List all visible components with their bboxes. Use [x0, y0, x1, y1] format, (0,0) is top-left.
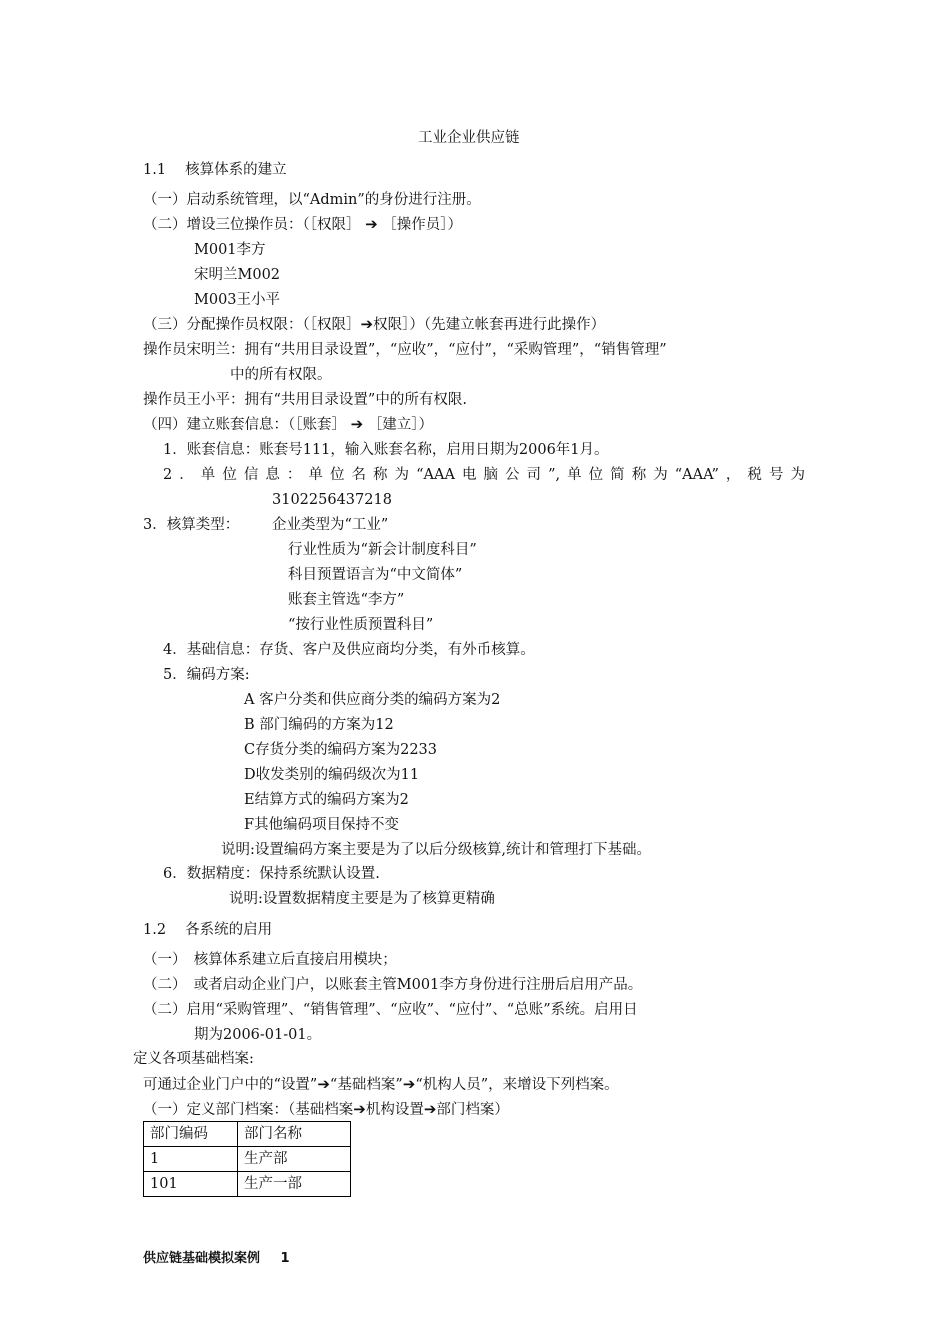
table-cell: 生产一部	[238, 1172, 351, 1197]
footer-text: 供应链基础模拟案例	[143, 1251, 261, 1266]
table-header-row	[144, 1122, 351, 1147]
coding-item-d: D收发类别的编码级次为11	[244, 767, 420, 783]
enable-step-1: （一） 核算体系建立后直接启用模块；	[143, 952, 397, 968]
accounting-type-label: 3．核算类型：	[143, 517, 240, 533]
data-precision: 6．数据精度：保持系统默认设置.	[163, 866, 380, 882]
archives-path-a: 可通过企业门户中的“设置”	[143, 1077, 318, 1093]
operator-3: M003王小平	[194, 292, 281, 308]
coding-item-b: B 部门编码的方案为12	[244, 717, 394, 733]
coding-scheme-label: 5．编码方案:	[163, 667, 250, 683]
coding-note: 说明:设置编码方案主要是为了以后分级核算,统计和管理打下基础。	[221, 842, 651, 858]
dept-path-c: 部门档案）	[436, 1102, 509, 1118]
coding-item-a: A 客户分类和供应商分类的编码方案为2	[244, 692, 501, 708]
section-heading-1-1: 1.1 核算体系的建立	[143, 162, 287, 178]
arrow-right-icon: ➔	[353, 1100, 366, 1118]
unit-info: 2．单位信息：单位名称为“AAA电脑公司”,单位简称为“AAA”，税号为	[163, 467, 805, 483]
table-header-cell: 部门编码	[144, 1122, 238, 1147]
operator-2: 宋明兰M002	[194, 267, 281, 283]
arrow-right-icon: ➔	[423, 1100, 437, 1118]
account-info: 1．账套信息：账套号111，输入账套名称，启用日期为2006年1月。	[163, 442, 609, 458]
table-row	[144, 1147, 351, 1172]
step-4-text-a: （四）建立账套信息：（［账套］	[143, 417, 346, 433]
document-title: 工业企业供应链	[418, 130, 520, 146]
preset-subjects: “按行业性质预置科目”	[288, 617, 434, 633]
table-row	[144, 1172, 351, 1197]
step-2-text-b: ［操作员］）	[382, 217, 463, 233]
arrow-right-icon: ➔	[317, 1075, 330, 1093]
table-cell: 1	[144, 1147, 238, 1172]
permission-song-line-2: 中的所有权限。	[230, 367, 332, 383]
enable-step-3-line-2: 期为2006-01-01。	[194, 1027, 322, 1043]
enterprise-type: 企业类型为“工业”	[272, 517, 389, 533]
arrow-right-icon: ➔	[350, 415, 364, 433]
permission-wang: 操作员王小平：拥有“共用目录设置”中的所有权限.	[143, 392, 467, 408]
arrow-right-icon: ➔	[402, 1075, 416, 1093]
department-table	[143, 1121, 351, 1197]
step-3-text-b: 权限］）（先建立帐套再进行此操作）	[373, 317, 606, 333]
dept-path-a: （一）定义部门档案：（基础档案	[143, 1102, 354, 1118]
define-archives-heading: 定义各项基础档案:	[133, 1051, 254, 1067]
dept-path-b: 机构设置	[365, 1102, 424, 1118]
operator-1: M001李方	[194, 242, 266, 258]
table-header-cell: 部门名称	[238, 1122, 351, 1147]
subject-language: 科目预置语言为“中文简体”	[288, 567, 463, 583]
arrow-right-icon: ➔	[365, 215, 378, 233]
step-3-text-a: （三）分配操作员权限：（［权限］	[143, 317, 361, 333]
tax-number: 3102256437218	[272, 492, 392, 508]
arrow-right-icon: ➔	[360, 315, 374, 333]
archives-path-c: “机构人员”，来增设下列档案。	[415, 1077, 619, 1093]
basic-info: 4．基础信息：存货、客户及供应商均分类，有外币核算。	[163, 642, 535, 658]
department-archive-line	[143, 1099, 509, 1120]
archives-path-line	[143, 1074, 619, 1095]
table-cell: 101	[144, 1172, 238, 1197]
section-heading-1-2: 1.2 各系统的启用	[143, 922, 273, 938]
coding-item-f: F其他编码项目保持不变	[244, 817, 400, 833]
page-footer	[143, 1247, 290, 1266]
industry-nature: 行业性质为“新会计制度科目”	[288, 542, 477, 558]
table-cell: 生产部	[238, 1147, 351, 1172]
coding-item-e: E结算方式的编码方案为2	[244, 792, 409, 808]
page-number: 1	[280, 1251, 290, 1266]
step-2-text-a: （二）增设三位操作员：（［权限］	[143, 217, 361, 233]
enable-step-3-line-1: （二）启用“采购管理”、“销售管理”、“应收”、“应付”、“总账”系统。启用日	[143, 1002, 638, 1018]
precision-note: 说明:设置数据精度主要是为了核算更精确	[229, 891, 495, 907]
archives-path-b: “基础档案”	[329, 1077, 403, 1093]
step-2-line	[143, 214, 462, 235]
enable-step-2: （二） 或者启动企业门户，以账套主管M001李方身份进行注册后启用产品。	[143, 977, 643, 993]
step-1-text: （一）启动系统管理，以“Admin”的身份进行注册。	[143, 192, 481, 208]
coding-item-c: C存货分类的编码方案为2233	[244, 742, 437, 758]
account-supervisor: 账套主管选“李方”	[288, 592, 405, 608]
step-4-text-b: ［建立］）	[367, 417, 434, 433]
step-3-line	[143, 314, 605, 335]
step-4-line	[143, 414, 433, 435]
permission-song-line-1: 操作员宋明兰：拥有“共用目录设置”，“应收”，“应付”，“采购管理”，“销售管理”	[143, 342, 667, 358]
